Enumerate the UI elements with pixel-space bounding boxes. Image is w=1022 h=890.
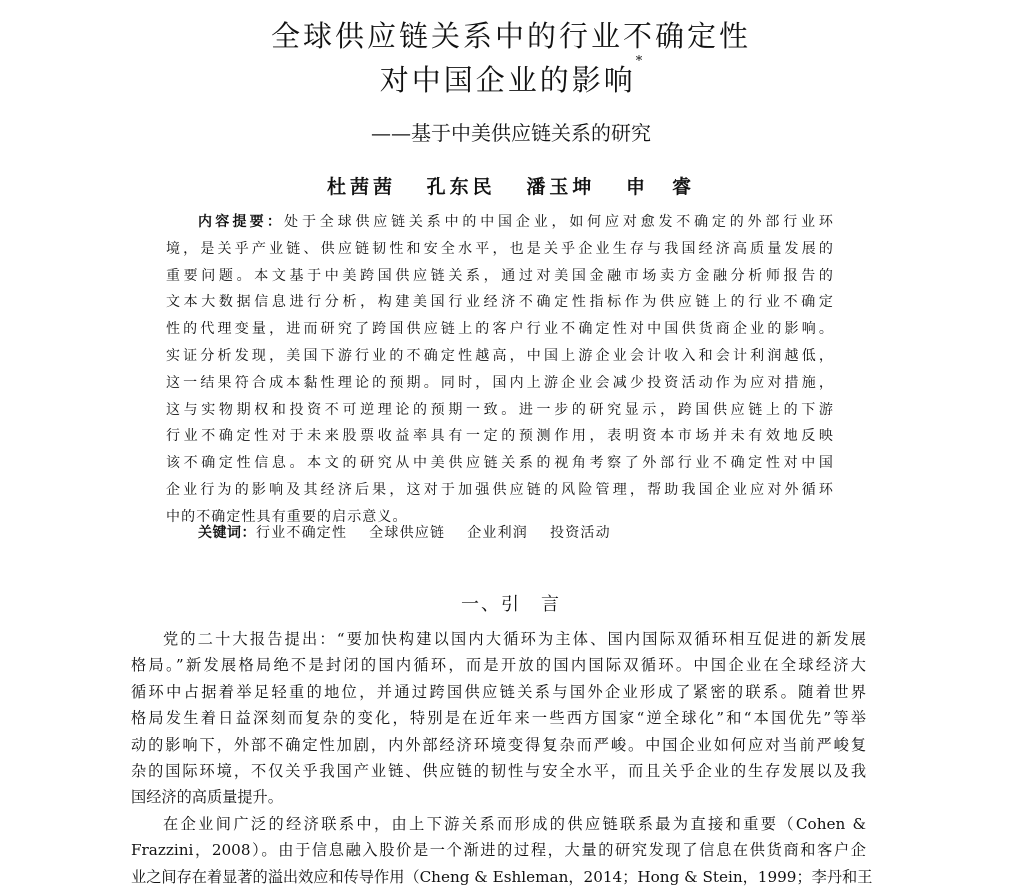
abstract-line: 中的不确定性具有重要的启示意义。: [166, 508, 408, 525]
author-name: 申 睿: [625, 176, 695, 198]
keyword: 投资活动: [550, 525, 611, 541]
section-heading: 一、引 言: [461, 594, 561, 615]
body-text: [131, 626, 873, 890]
keywords: [198, 522, 633, 542]
keyword: 企业利润: [467, 525, 529, 541]
body-line: 在企业间广泛的经济联系中，由上下游关系而形成的供应链联系最为直接和重要（Cohen &: [163, 814, 866, 833]
body-line: Frazzini，2008）。由于信息融入股价是一个渐进的过程，大量的研究发现了信息在供货商和客户企: [131, 841, 866, 860]
paper-title-line2-text: 对中国企业的影响: [379, 63, 636, 97]
keywords-label: 关键词：: [198, 525, 256, 541]
abstract-line: 这一结果符合成本黏性理论的预期。同时，国内上游企业会减少投资活动作为应对措施，: [166, 374, 834, 391]
abstract-line: 行业不确定性对于未来股票收益率具有一定的预测作用，表明资本市场并未有效地反映: [166, 428, 834, 445]
abstract: [166, 209, 834, 531]
paper-title-line1: 全球供应链关系中的行业不确定性: [270, 19, 751, 53]
abstract-label: 内容提要：: [198, 214, 285, 230]
abstract-line: 实证分析发现，美国下游行业的不确定性越高，中国上游企业会计收入和会计利润越低，: [166, 347, 834, 364]
body-line: 格局。”新发展格局绝不是封闭的国内循环，而是开放的国内国际双循环。中国企业在全球经济大: [131, 656, 866, 675]
body-line: 格局发生着日益深刻而复杂的变化，特别是在近年来一些西方国家“逆全球化”和“本国优先”等举: [131, 709, 866, 728]
body-line: 业之间存在着显著的溢出效应和传导作用（Cheng & Eshleman，2014；Hong & Stein，1999；李丹和王: [131, 867, 873, 886]
abstract-line-text: 处于全球供应链关系中的中国企业，如何应对愈发不确定的外部行业环: [284, 214, 835, 230]
author-name: 潘玉坤: [526, 176, 596, 198]
keyword: 行业不确定性: [256, 525, 348, 541]
author-list: [0, 172, 1022, 199]
body-line: 动的影响下，外部不确定性加剧，内外部经济环境变得复杂而严峻。中国企业如何应对当前严峻复: [131, 735, 866, 754]
body-line: 党的二十大报告提出：“要加快构建以国内大循环为主体、国内国际双循环相互促进的新发展: [163, 630, 866, 648]
abstract-line: 企业行为的影响及其经济后果，这对于加强供应链的风险管理，帮助我国企业应对外循环: [166, 481, 834, 498]
abstract-line: 性的代理变量，进而研究了跨国供应链上的客户行业不确定性对中国供货商企业的影响。: [166, 321, 834, 338]
body-line: 循环中占据着举足轻重的地位，并通过跨国供应链关系与国外企业形成了紧密的联系。随着世界: [131, 682, 866, 701]
body-line: 国经济的高质量提升。: [131, 788, 283, 807]
keyword: 全球供应链: [369, 525, 446, 541]
abstract-line: [166, 209, 834, 236]
body-line: 杂的国际环境，不仅关乎我国产业链、供应链的韧性与安全水平，而且关乎企业的生存发展以及我: [131, 761, 866, 780]
abstract-line: 这与实物期权和投资不可逆理论的预期一致。进一步的研究显示，跨国供应链上的下游: [166, 401, 834, 418]
abstract-line: 该不确定性信息。本文的研究从中美供应链关系的视角考察了外部行业不确定性对中国: [166, 455, 834, 472]
author-name: 孔东民: [426, 176, 496, 198]
author-name: 杜茜茜: [327, 176, 397, 198]
abstract-line: 重要问题。本文基于中美跨国供应链关系，通过对美国金融市场卖方金融分析师报告的: [166, 267, 834, 284]
paper-subtitle: ——基于中美供应链关系的研究: [371, 121, 651, 145]
abstract-line: 文本大数据信息进行分析，构建美国行业经济不确定性指标作为供应链上的行业不确定: [166, 294, 834, 311]
title-footnote-marker: *: [635, 54, 643, 69]
paper-title-line2: [0, 54, 1022, 99]
abstract-line: 境，是关乎产业链、供应链韧性和安全水平，也是关乎企业生存与我国经济高质量发展的: [166, 240, 834, 257]
